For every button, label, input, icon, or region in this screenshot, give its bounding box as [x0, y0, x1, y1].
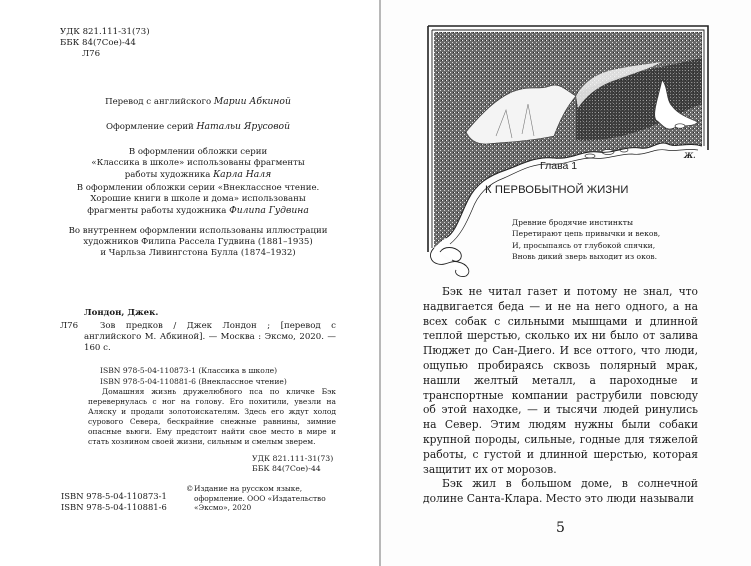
chapter-title: К ПЕРВОБЫТНОЙ ЖИЗНИ — [485, 184, 629, 196]
epigraph-line: И, просыпаясь от глубокой спячки, — [512, 240, 656, 250]
translation-credit: Перевод с английского Марии Абкиной — [105, 96, 291, 107]
udk-code: УДК 821.111-31(73) — [60, 27, 150, 37]
epigraph-line: Древние бродячие инстинкты — [512, 218, 633, 227]
cover-credit-extracurricular: В оформлении обложки серии «Внеклассное чтение. Хорошие книги в школе и дома» использованы фрагменты работы художника Филипа Гудвина — [76, 183, 320, 217]
inner-illustration-credit: Во внутреннем оформлении использованы иллюстрации художников Филипа Рассела Гудвина (1881–1935) и Чарльза Ливингстона Булла (1874–1932) — [68, 226, 328, 259]
author-mark: Л76 — [82, 49, 101, 59]
chapter-number: Глава 1 — [540, 160, 578, 172]
catalog-author: Лондон, Джек. — [84, 308, 159, 318]
cover-credit-classics: В оформлении обложки серии «Классика в школе» использованы фрагменты работы художника Карла Наля — [91, 147, 305, 181]
series-design-credit: Оформление серий Натальи Ярусовой — [105, 121, 291, 132]
epigraph — [512, 217, 660, 263]
catalog-description: Зов предков / Джек Лондон ; [перевод с английского М. Абкиной]. — Москва : Эксмо, 2020. — 160 с. — [84, 321, 336, 353]
translator-name: Марии Абкиной — [213, 96, 291, 107]
isbn-block: ISBN 978-5-04-110873-1 ISBN 978-5-04-110881-6 — [61, 491, 167, 512]
catalog-isbn-list: ISBN 978-5-04-110873-1 (Классика в школе) ISBN 978-5-04-110881-6 (Внеклассное чтение) — [100, 366, 287, 386]
designer-name: Натальи Ярусовой — [196, 121, 291, 132]
artist-name: Филипа Гудвина — [229, 205, 309, 217]
bbk-code: ББК 84(7Сое)-44 — [60, 38, 136, 48]
epigraph-line: Вновь дикий зверь выходит из оков. — [512, 252, 658, 262]
bottom-classification: УДК 821.111-31(73) ББК 84(7Сое)-44 — [252, 454, 334, 473]
catalog-code: Л76 — [60, 321, 79, 331]
page-number: 5 — [556, 520, 565, 536]
artist-name: Карла Наля — [213, 169, 272, 181]
paragraph: Бэк жил в большом доме, в солнечной долине Санта-Клара. Место это люди называли — [423, 477, 698, 506]
chapter-body — [423, 285, 698, 507]
epigraph-line: Перетирают цепь привычки и веков, — [512, 229, 661, 239]
svg-text:Ж.: Ж. — [684, 151, 696, 160]
copyright-icon: © — [186, 484, 194, 493]
book-annotation: Домашняя жизнь дружелюбного пса по кличке Бэк перевернулась с ног на голову. Его похитили, увезли на Аляску и продали золотоискателям. Здесь его ждут холод сурового Севера, бескрайние снежные равнины, зимние опасные вьюги. Ему предстоит найти свое место в мире и стать хозяином своей жизни, сильным и смелым зверем. — [88, 387, 336, 446]
classification-codes — [60, 27, 150, 60]
copyright-notice: © Издание на русском языке, оформление. ООО «Издательство «Эксмо», 2020 — [186, 484, 326, 513]
paragraph: Бэк не читал газет и потому не знал, что надвигается беда — и не на него одного, а на всех собак с сильными мышцами и длинной теплой шерстью, сколько их ни было от залива Пюджет до Сан-Диего. И все оттого, что люди, ощупью пробираясь сквозь полярный мрак, нашли желтый металл, а пароходные и транспортные компании раструбили повсюду об этой находке, — и тысячи людей ринулись на Север. Этим людям нужны были собаки крупной породы, сильные, годные для тяжелой работы, с густой и длинной шерстью, которая защитит их от морозов. — [423, 285, 698, 476]
